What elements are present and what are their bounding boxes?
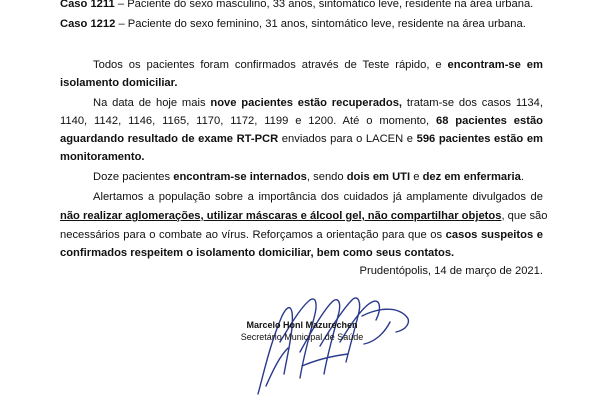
paragraph-2-line-2: 1140, 1142, 1146, 1165, 1170, 1172, 1199 e 1200. Até o momento, 68 pacientes estão xyxy=(60,115,544,127)
paragraph-2-line-4: monitoramento. xyxy=(60,151,145,163)
signatory-role: Secretário Municipal de Saúde xyxy=(240,332,364,342)
paragraph-2-line-1: Na data de hoje mais nove pacientes estão recuperados, tratam-se dos casos 1134, xyxy=(93,97,543,109)
paragraph-4-line-4: confirmados respeitem o isolamento domiciliar, bem como seus contatos. xyxy=(60,247,455,259)
case-line-1211 xyxy=(60,0,543,11)
case-text: – Paciente do sexo feminino, 31 anos, sintomático leve, residente na área urbana. xyxy=(115,18,526,30)
paragraph-4-line-3: necessários para o combate ao vírus. Reforçamos a orientação para que os casos suspeitos e xyxy=(60,229,543,241)
paragraph-4-line-1: Alertamos a população sobre a importância dos cuidados já amplamente divulgados de xyxy=(93,191,543,203)
case-label: Caso 1212 xyxy=(60,18,116,30)
case-text: – Paciente do sexo masculino, 33 anos, sintomático leve, residente na área urbana. xyxy=(114,0,534,10)
paragraph-3: Doze pacientes encontram-se internados, sendo dois em UTI e dez em enfermaria. xyxy=(93,171,524,183)
paragraph-4-line-2: não realizar aglomerações, utilizar máscaras e álcool gel, não compartilhar objetos, que são xyxy=(60,210,548,222)
paragraph-1-line-2: isolamento domiciliar. xyxy=(60,77,178,89)
paragraph-1-line-1: Todos os pacientes foram confirmados através de Teste rápido, e encontram-se em xyxy=(93,59,543,71)
case-line-1212 xyxy=(60,17,543,31)
paragraph-2-line-3: aguardando resultado de exame RT-PCR enviados para o LACEN e 596 pacientes estão em xyxy=(60,133,544,145)
signatory-name: Marcelo Honl Mazurechen xyxy=(246,320,358,330)
date-line: Prudentópolis, 14 de março de 2021. xyxy=(359,265,543,277)
case-label: Caso 1211 xyxy=(60,0,115,10)
underlined-recommendations: não realizar aglomerações, utilizar máscaras e álcool gel, não compartilhar objetos xyxy=(60,210,502,222)
